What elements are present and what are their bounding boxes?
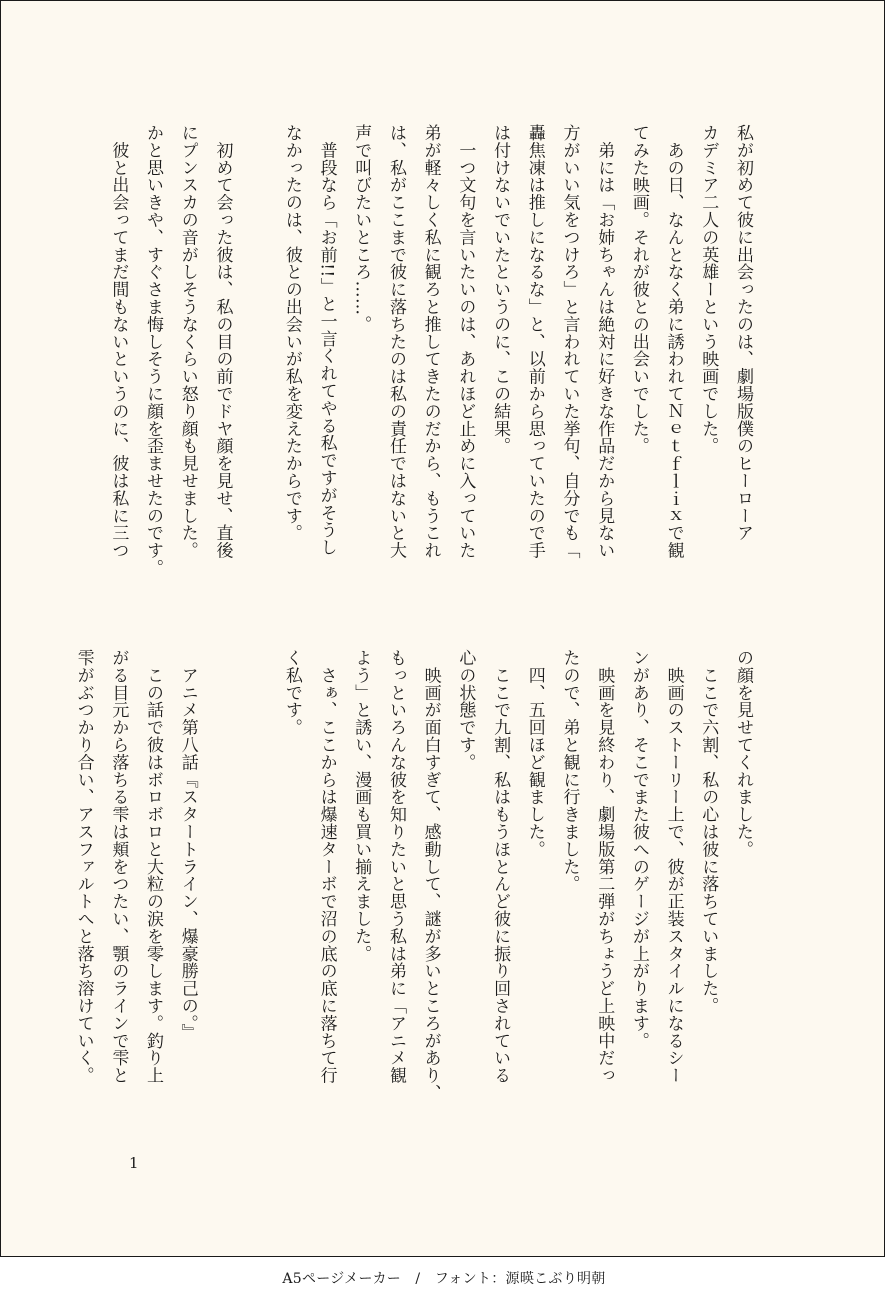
text-line: 映画を見終わり、劇場版第二弾がちょうど上映中だっ — [594, 649, 615, 1084]
text-line: もっといろんな彼を知りたいと思う私は弟に「アニメ観 — [385, 649, 406, 1084]
text-line: この話で彼はボロボロと大粒の涙を零します。釣り上 — [143, 649, 164, 1084]
text-line: カデミア二人の英雄ーという映画でした。 — [698, 124, 719, 455]
text-block-upper — [101, 124, 760, 604]
text-line: 私が初めて彼に出会ったのは、劇場版僕のヒーローア — [733, 124, 753, 542]
text-line: 轟焦凍は推しになるな」と、以前から思っていたので手 — [524, 124, 545, 559]
text-line: 一つ文句を言いたいのは、あれほど止めに入っていた — [455, 124, 476, 559]
text-line: かと思いきや、すぐさま悔しそうに顔を歪ませたのです。 — [143, 124, 164, 577]
text-line: 映画が面白すぎて、感動して、謎が多いところがあり、 — [420, 649, 441, 1102]
blank-line — [239, 649, 274, 1129]
text-line: 方がいい気をつけろ」と言われていた挙句、自分でも「 — [559, 124, 580, 559]
text-line: く私です。 — [281, 649, 302, 736]
text-line: なかったのは、彼との出会いが私を変えたからです。 — [281, 124, 302, 542]
text-line: ンがあり、そこでまた彼へのゲージが上がります。 — [628, 649, 649, 1050]
page-number: 1 — [129, 1154, 139, 1172]
text-line: 弟には「お姉ちゃんは絶対に好きな作品だから見ない — [594, 124, 615, 559]
text-line: たので、弟と観に行きました。 — [559, 649, 580, 893]
text-line: アニメ第八話『スタートライン、爆豪勝己の。』 — [177, 649, 198, 1041]
text-line: 四、五回ほど観ました。 — [524, 649, 545, 858]
text-line: ここで六割、私の心は彼に落ちていました。 — [698, 649, 719, 1015]
text-line: がる目元から落ちる雫は頬をつたい、顎のラインで雫と — [108, 649, 129, 1084]
text-line: の顔を見せてくれました。 — [733, 649, 753, 858]
text-line: さぁ、ここからは爆速ターボで沼の底の底に落ちて行 — [316, 649, 337, 1084]
blank-line — [239, 124, 274, 604]
text-block-lower — [66, 649, 760, 1129]
text-line: 映画のストーリー上で、彼が正装スタイルになるシー — [663, 649, 684, 1084]
text-line: あの日、なんとなく弟に誘われてＮｅｔｆｌｉｘで観 — [663, 124, 684, 559]
text-line: 雫がぶつかり合い、アスファルトへと落ち溶けていく。 — [73, 649, 94, 1084]
text-line: 声で叫びたいところ……。 — [351, 124, 372, 333]
text-line: てみた映画。それが彼との出会いでした。 — [628, 124, 649, 455]
text-line: よう」と誘い、漫画も買い揃えました。 — [351, 649, 372, 963]
text-line: は、私がここまで彼に落ちたのは私の責任ではないと大 — [385, 124, 406, 559]
text-line: 普段なら「お前!!」と一言くれてやる私ですがそうし — [316, 124, 337, 557]
text-line: 初めて会った彼は、私の目の前でドヤ顔を見せ、直後 — [212, 124, 233, 559]
text-line: にプンスカの音がしそうなくらい怒り顔も見せました。 — [177, 124, 198, 559]
text-line: ここで九割、私はもうほとんど彼に振り回されている — [490, 649, 511, 1084]
text-line: 弟が軽々しく私に観ろと推してきたのだから、もうこれ — [420, 124, 441, 559]
text-line: 心の状態です。 — [455, 649, 476, 771]
footer-credit: A5ページメーカー / フォント：源暎こぶり明朝 — [282, 1271, 606, 1287]
blank-line — [205, 649, 240, 1129]
text-line: は付けないでいたというのに、この結果。 — [490, 124, 511, 455]
text-line: 彼と出会ってまだ間もないというのに、彼は私に三つ — [108, 124, 129, 559]
